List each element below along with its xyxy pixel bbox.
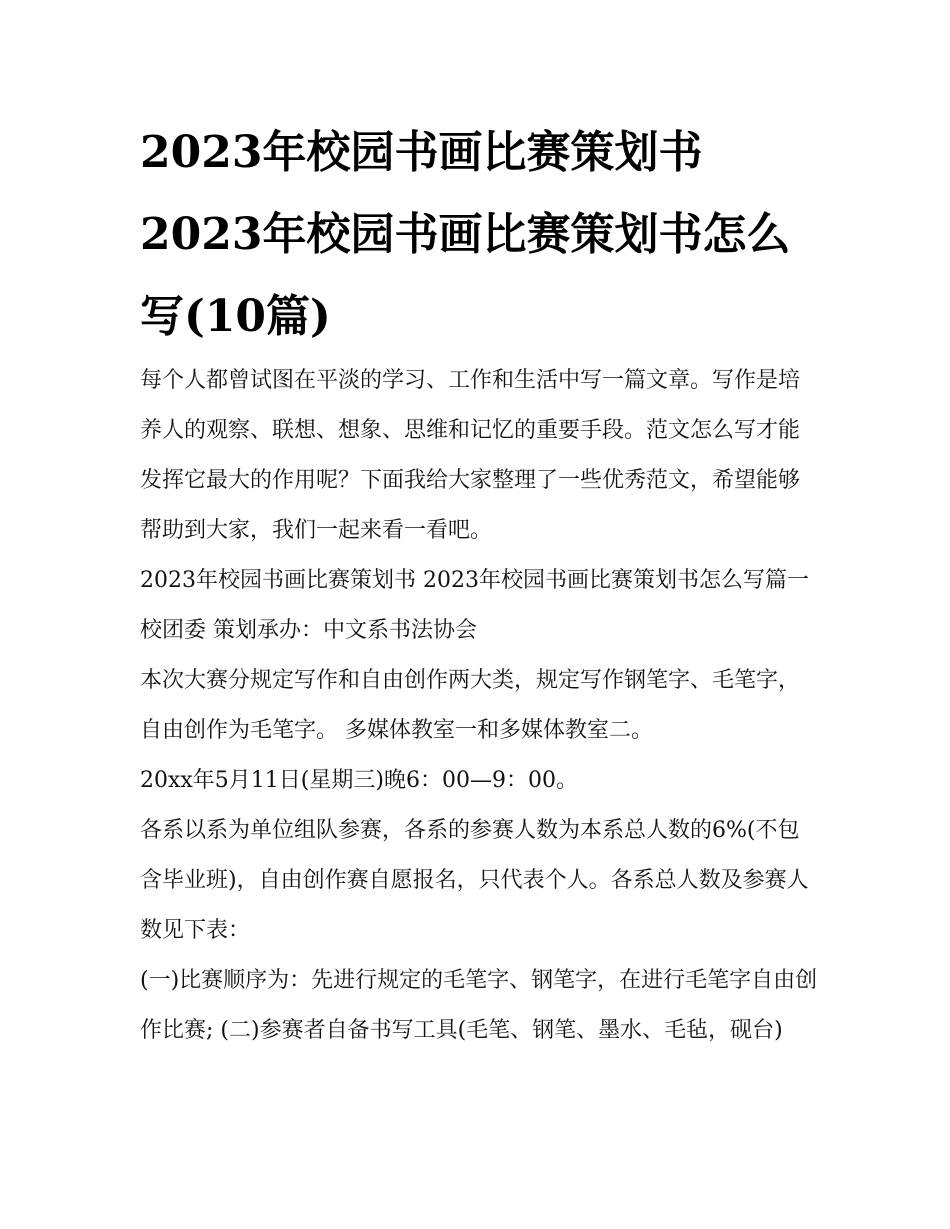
rules-paragraph: (一)比赛顺序为：先进行规定的毛笔字、钢笔字，在进行毛笔字自由创作比赛; (二)参赛者自备书写工具(毛笔、钢笔、墨水、毛毡，砚台) xyxy=(140,968,818,1043)
participants-paragraph: 各系以系为单位组队参赛，各系的参赛人数为本系总人数的6%(不包含毕业班)，自由创作赛自愿报名，只代表个人。各系总人数及参赛人数见下表： xyxy=(140,818,809,943)
section-heading-paragraph: 2023年校园书画比赛策划书 2023年校园书画比赛策划书怎么写篇一 校团委 策划承办：中文系书法协会 xyxy=(140,568,809,643)
competition-categories-paragraph: 本次大赛分规定写作和自由创作两大类，规定写作钢笔字、毛笔字，自由创作为毛笔字。 多媒体教室一和多媒体教室二。 xyxy=(140,668,801,743)
document-title: 2023年校园书画比赛策划书 2023年校园书画比赛策划书怎么写(10篇) xyxy=(140,127,791,342)
intro-paragraph: 每个人都曾试图在平淡的学习、工作和生活中写一篇文章。写作是培养人的观察、联想、想象、思维和记忆的重要手段。范文怎么写才能发挥它最大的作用呢？下面我给大家整理了一些优秀范文，希望能够帮助到大家，我们一起来看一看吧。 xyxy=(140,368,801,543)
document-body xyxy=(140,356,820,1056)
competition-time-paragraph: 20xx年5月11日(星期三)晚6：00—9：00。 xyxy=(140,768,578,793)
